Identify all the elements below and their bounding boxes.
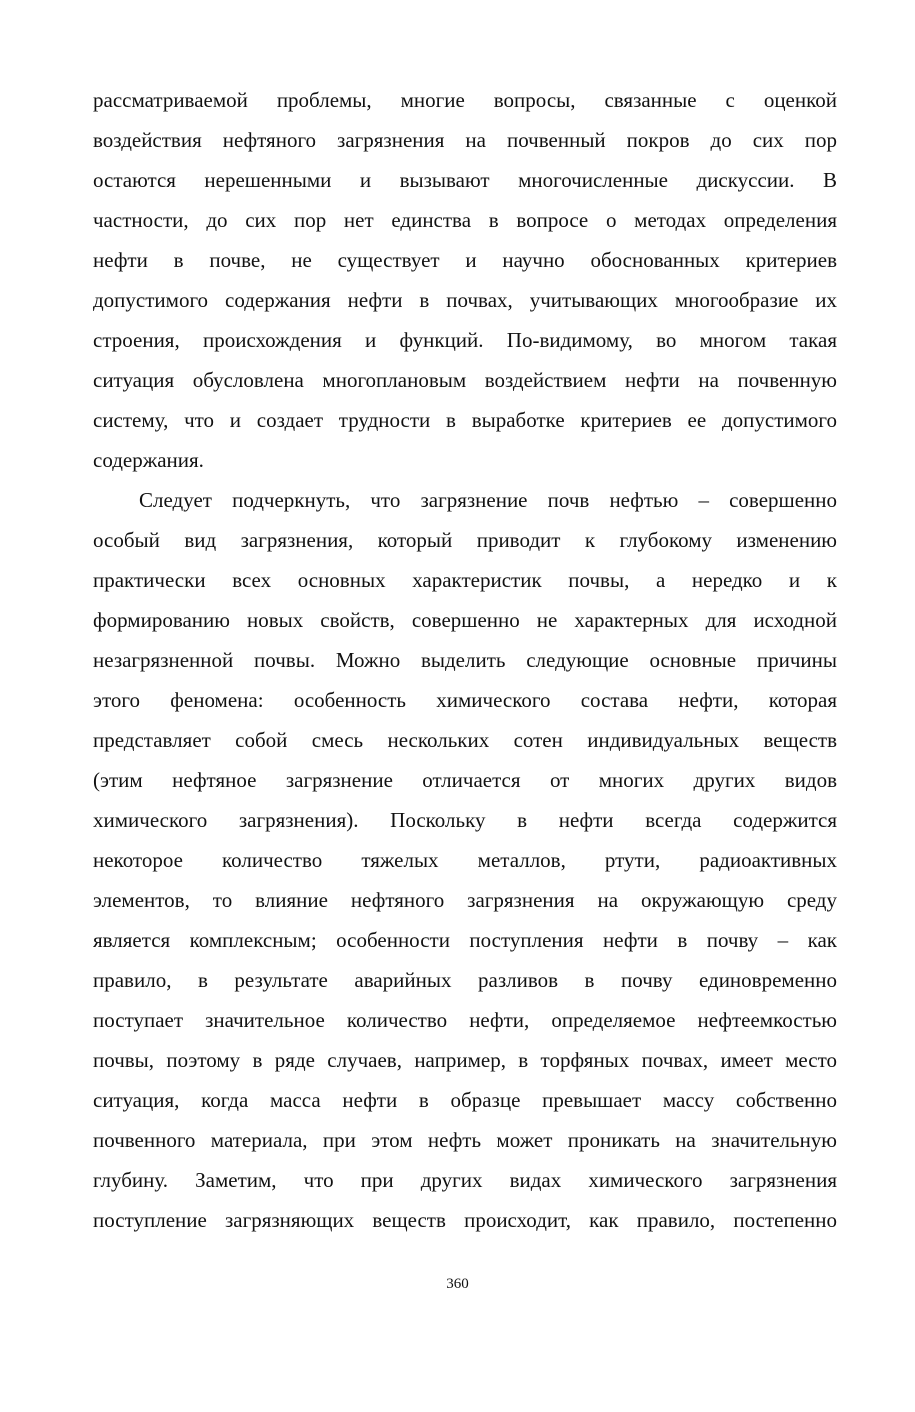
text-line: почвенного материала, при этом нефть может проникать на значительную (93, 1128, 837, 1152)
paragraph-1 (93, 80, 837, 480)
text-line: допустимого содержания нефти в почвах, учитывающих многообразие их (93, 288, 837, 312)
text-line: нефти в почве, не существует и научно обоснованных критериев (93, 248, 837, 272)
text-line: химического загрязнения). Поскольку в нефти всегда содержится (93, 808, 837, 832)
text-line: Следует подчеркнуть, что загрязнение почв нефтью – совершенно (139, 488, 837, 512)
text-line: элементов, то влияние нефтяного загрязнения на окружающую среду (93, 888, 837, 912)
paragraph-2 (93, 480, 837, 1240)
text-line: формированию новых свойств, совершенно не характерных для исходной (93, 608, 837, 632)
text-line: воздействия нефтяного загрязнения на почвенный покров до сих пор (93, 128, 837, 152)
text-line: глубину. Заметим, что при других видах химического загрязнения (93, 1168, 837, 1192)
text-line: (этим нефтяное загрязнение отличается от многих других видов (93, 768, 837, 792)
text-line: незагрязненной почвы. Можно выделить следующие основные причины (93, 648, 837, 672)
text-line: систему, что и создает трудности в выработке критериев ее допустимого (93, 408, 837, 432)
text-line: практически всех основных характеристик почвы, а нередко и к (93, 568, 837, 592)
text-line: содержания. (93, 448, 204, 472)
text-line: ситуация, когда масса нефти в образце превышает массу собственно (93, 1088, 837, 1112)
text-line: почвы, поэтому в ряде случаев, например, в торфяных почвах, имеет место (93, 1048, 837, 1072)
text-line: частности, до сих пор нет единства в вопросе о методах определения (93, 208, 837, 232)
text-line: представляет собой смесь нескольких сотен индивидуальных веществ (93, 728, 837, 752)
text-line: особый вид загрязнения, который приводит к глубокому изменению (93, 528, 837, 552)
text-line: строения, происхождения и функций. По-видимому, во многом такая (93, 328, 837, 352)
text-line: является комплексным; особенности поступления нефти в почву – как (93, 928, 837, 952)
text-line: рассматриваемой проблемы, многие вопросы, связанные с оценкой (93, 88, 837, 112)
text-line: поступает значительное количество нефти, определяемое нефтеемкостью (93, 1008, 837, 1032)
text-line: поступление загрязняющих веществ происходит, как правило, постепенно (93, 1208, 837, 1232)
text-line: некоторое количество тяжелых металлов, ртути, радиоактивных (93, 848, 837, 872)
text-line: этого феномена: особенность химического состава нефти, которая (93, 688, 837, 712)
text-line: остаются нерешенными и вызывают многочисленные дискуссии. В (93, 168, 837, 192)
text-line: ситуация обусловлена многоплановым воздействием нефти на почвенную (93, 368, 837, 392)
text-line: правило, в результате аварийных разливов в почву единовременно (93, 968, 837, 992)
page-number: 360 (446, 1276, 469, 1292)
